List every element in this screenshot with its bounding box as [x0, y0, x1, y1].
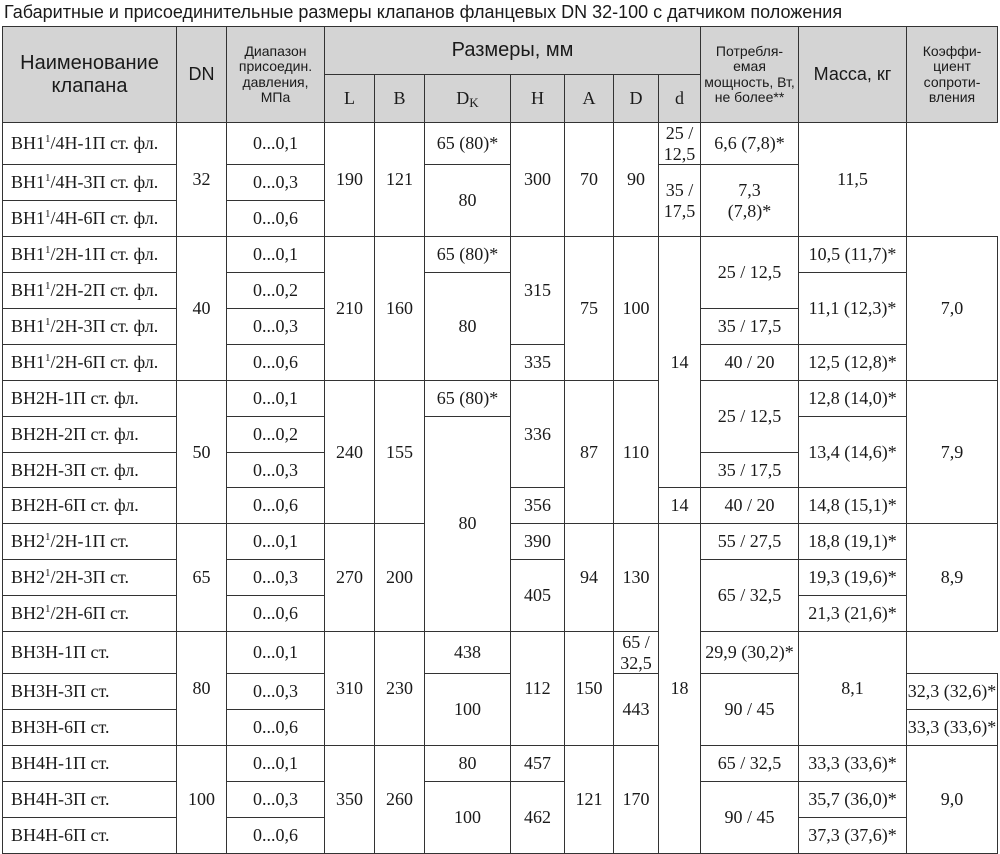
- valve-name-part: ВН2: [11, 531, 46, 552]
- cell-dk: 80: [425, 165, 511, 237]
- valve-name-part: ВН1: [11, 280, 46, 301]
- cell-power: 40 / 20: [701, 488, 799, 524]
- header-range: Диапазон присоедин. давления, МПа: [227, 27, 325, 123]
- header-d: d: [659, 75, 701, 123]
- cell-power: 35 / 17,5: [701, 452, 799, 488]
- cell-h: 405: [511, 560, 565, 632]
- valve-name-part: /2Н-3П ст. фл.: [50, 316, 159, 337]
- cell-power: 90 / 45: [701, 674, 799, 746]
- header-Dk-sub: K: [469, 95, 479, 111]
- cell-d: 18: [659, 524, 701, 854]
- header-name: Наименование клапана: [3, 27, 177, 123]
- cell-range: 0...0,6: [227, 201, 325, 237]
- cell-range: 0...0,3: [227, 560, 325, 596]
- cell-power: 35 / 17,5: [659, 165, 701, 237]
- cell-mass: 33,3 (33,6)*: [907, 710, 998, 746]
- header-A: A: [565, 75, 614, 123]
- header-Dk-letter: D: [456, 88, 470, 109]
- valve-name-cell: [3, 416, 177, 452]
- valve-name-part: ВН4Н-3П ст.: [11, 789, 110, 810]
- cell-range: 0...0,1: [227, 746, 325, 782]
- valve-name-cell: [3, 674, 177, 710]
- valve-name-cell: [3, 201, 177, 237]
- valve-name-part: ВН1: [11, 316, 46, 337]
- valve-name-part: ВН2: [11, 567, 46, 588]
- cell-D: 90: [614, 123, 659, 237]
- valve-name-part: /4Н-1П ст. фл.: [50, 133, 159, 154]
- cell-power: 55 / 27,5: [701, 524, 799, 560]
- cell-h: 336: [511, 380, 565, 488]
- table-row: [3, 746, 998, 782]
- cell-dn: 100: [177, 746, 227, 854]
- cell-mass: 18,8 (19,1)*: [799, 524, 907, 560]
- cell-power: 25 / 12,5: [701, 237, 799, 309]
- valve-name-sup: 1: [45, 603, 51, 616]
- valve-name-part: ВН2Н-1П ст. фл.: [11, 387, 139, 408]
- valve-name-cell: [3, 452, 177, 488]
- valve-name-part: ВН3Н-6П ст.: [11, 717, 110, 738]
- mass-line: (7,8)*: [727, 200, 772, 221]
- table-row: [3, 273, 998, 309]
- cell-mass: 37,3 (37,6)*: [799, 817, 907, 853]
- valve-name-cell: [3, 380, 177, 416]
- cell-mass: 35,7 (36,0)*: [799, 782, 907, 818]
- valve-name-part: ВН2: [11, 603, 46, 624]
- cell-mass: 11,1 (12,3)*: [799, 273, 907, 345]
- valve-name-part: ВН3Н-3П ст.: [11, 681, 110, 702]
- header-H: H: [511, 75, 565, 123]
- valve-name-sup: 1: [45, 351, 51, 364]
- cell-power: 90 / 45: [701, 782, 799, 854]
- valve-name-cell: [3, 524, 177, 560]
- cell-A: 112: [511, 631, 565, 745]
- cell-range: 0...0,1: [227, 123, 325, 165]
- cell-d: 14: [659, 488, 701, 524]
- valve-name-cell: [3, 560, 177, 596]
- cell-power: 25 / 12,5: [701, 380, 799, 452]
- valve-name-part: /2Н-1П ст.: [50, 531, 130, 552]
- cell-L: 190: [325, 123, 375, 237]
- cell-range: 0...0,2: [227, 416, 325, 452]
- cell-range: 0...0,1: [227, 237, 325, 273]
- cell-mass: 13,4 (14,6)*: [799, 416, 907, 488]
- cell-mass: 12,8 (14,0)*: [799, 380, 907, 416]
- cell-range: 0...0,6: [227, 710, 325, 746]
- valve-name-sup: 1: [45, 208, 51, 221]
- cell-B: 155: [375, 380, 425, 524]
- cell-h: 356: [511, 488, 565, 524]
- cell-L: 350: [325, 746, 375, 854]
- valve-name-cell: [3, 123, 177, 165]
- valve-name-sup: 1: [45, 133, 51, 146]
- cell-coef: 7,9: [907, 380, 998, 524]
- valve-name-sup: 1: [45, 172, 51, 185]
- table-row: [3, 631, 998, 673]
- valve-name-cell: [3, 746, 177, 782]
- cell-range: 0...0,1: [227, 631, 325, 673]
- valve-name-part: /2Н-1П ст. фл.: [50, 244, 159, 265]
- cell-coef: 8,9: [907, 524, 998, 632]
- cell-range: 0...0,3: [227, 308, 325, 344]
- cell-dn: 32: [177, 123, 227, 237]
- cell-coef: 11,5: [799, 123, 907, 237]
- valve-name-cell: [3, 596, 177, 632]
- valve-name-cell: [3, 631, 177, 673]
- cell-mass: 33,3 (33,6)*: [799, 746, 907, 782]
- valve-name-cell: [3, 782, 177, 818]
- cell-mass: 10,5 (11,7)*: [799, 237, 907, 273]
- cell-dk: 100: [425, 782, 511, 854]
- cell-h: 443: [614, 674, 659, 746]
- cell-power: 35 / 17,5: [701, 308, 799, 344]
- valve-name-part: ВН4Н-1П ст.: [11, 753, 110, 774]
- valve-name-part: ВН2Н-2П ст. фл.: [11, 423, 139, 444]
- valve-name-cell: [3, 710, 177, 746]
- cell-A: 75: [565, 237, 614, 381]
- cell-range: 0...0,1: [227, 380, 325, 416]
- valve-name-cell: [3, 308, 177, 344]
- cell-dn: 80: [177, 631, 227, 745]
- cell-h: 438: [425, 631, 511, 673]
- cell-dk: 80: [425, 273, 511, 381]
- table-row: [3, 123, 998, 165]
- valve-name-part: /2Н-2П ст. фл.: [50, 280, 159, 301]
- cell-power: 65 / 32,5: [701, 560, 799, 632]
- table-row: [3, 416, 998, 452]
- valve-name-sup: 1: [45, 244, 51, 257]
- cell-dk: 80: [425, 746, 511, 782]
- valve-name-part: ВН1: [11, 172, 46, 193]
- valve-name-part: /4Н-3П ст. фл.: [50, 172, 159, 193]
- cell-dn: 65: [177, 524, 227, 632]
- valve-name-part: /4Н-6П ст. фл.: [50, 208, 159, 229]
- cell-range: 0...0,2: [227, 273, 325, 309]
- header-D: D: [614, 75, 659, 123]
- cell-mass: 21,3 (21,6)*: [799, 596, 907, 632]
- valve-name-part: ВН2Н-3П ст. фл.: [11, 459, 139, 480]
- header-power: Потребля-емая мощность, Вт, не более**: [701, 27, 799, 123]
- cell-B: 160: [375, 237, 425, 381]
- cell-h: 300: [511, 123, 565, 237]
- header-dn: DN: [177, 27, 227, 123]
- valve-name-cell: [3, 344, 177, 380]
- valve-name-sup: 1: [45, 567, 51, 580]
- table-row: [3, 782, 998, 818]
- cell-range: 0...0,3: [227, 165, 325, 201]
- valve-name-cell: [3, 165, 177, 201]
- cell-B: 121: [375, 123, 425, 237]
- table-row: [3, 237, 998, 273]
- cell-mass: 19,3 (19,6)*: [799, 560, 907, 596]
- cell-mass: 14,8 (15,1)*: [799, 488, 907, 524]
- valve-name-part: ВН3Н-1П ст.: [11, 642, 110, 663]
- valve-name-cell: [3, 237, 177, 273]
- table-header: [3, 27, 998, 123]
- cell-dn: 50: [177, 380, 227, 524]
- cell-A: 121: [565, 746, 614, 854]
- cell-mass: 12,5 (12,8)*: [799, 344, 907, 380]
- cell-D: 100: [614, 237, 659, 381]
- cell-power: 40 / 20: [701, 344, 799, 380]
- valve-name-part: /2Н-6П ст.: [50, 603, 130, 624]
- cell-dk: 100: [425, 674, 511, 746]
- valve-dimensions-table: [2, 26, 998, 854]
- valve-name-part: /2Н-3П ст.: [50, 567, 130, 588]
- header-Dk: [425, 75, 511, 123]
- cell-range: 0...0,3: [227, 782, 325, 818]
- cell-dk: 65 (80)*: [425, 123, 511, 165]
- cell-range: 0...0,6: [227, 817, 325, 853]
- mass-line: 7,3: [738, 180, 761, 201]
- cell-range: 0...0,3: [227, 452, 325, 488]
- valve-name-cell: [3, 488, 177, 524]
- header-coef: Коэффи-циент сопроти-вления: [907, 27, 998, 123]
- valve-name-cell: [3, 273, 177, 309]
- valve-name-sup: 1: [45, 316, 51, 329]
- cell-power: 25 / 12,5: [659, 123, 701, 165]
- cell-range: 0...0,6: [227, 596, 325, 632]
- valve-name-part: ВН1: [11, 244, 46, 265]
- cell-D: 170: [614, 746, 659, 854]
- cell-mass: 32,3 (32,6)*: [907, 674, 998, 710]
- cell-dk: 65 (80)*: [425, 380, 511, 416]
- valve-name-part: /2Н-6П ст. фл.: [50, 351, 159, 372]
- cell-dn: 40: [177, 237, 227, 381]
- cell-coef: 7,0: [907, 237, 998, 381]
- cell-B: 230: [375, 631, 425, 745]
- valve-name-sup: 1: [45, 531, 51, 544]
- cell-h: 390: [511, 524, 565, 560]
- cell-B: 200: [375, 524, 425, 632]
- cell-mass: 29,9 (30,2)*: [701, 631, 799, 673]
- cell-h: 457: [511, 746, 565, 782]
- cell-mass: [701, 165, 799, 237]
- cell-A: 94: [565, 524, 614, 632]
- valve-name-cell: [3, 817, 177, 853]
- table-body: [3, 123, 998, 854]
- valve-name-sup: 1: [45, 280, 51, 293]
- cell-L: 240: [325, 380, 375, 524]
- valve-name-part: ВН1: [11, 208, 46, 229]
- cell-B: 260: [375, 746, 425, 854]
- cell-d: 14: [659, 237, 701, 488]
- cell-A: 70: [565, 123, 614, 237]
- cell-power: 65 / 32,5: [701, 746, 799, 782]
- cell-range: 0...0,3: [227, 674, 325, 710]
- valve-name-part: ВН2Н-6П ст. фл.: [11, 495, 139, 516]
- page-title: Габаритные и присоединительные размеры клапанов фланцевых DN 32-100 с датчиком положения: [4, 2, 843, 22]
- valve-name-part: ВН4Н-6П ст.: [11, 824, 110, 845]
- header-B: B: [375, 75, 425, 123]
- cell-D: 130: [614, 524, 659, 632]
- cell-range: 0...0,6: [227, 488, 325, 524]
- cell-L: 270: [325, 524, 375, 632]
- cell-dk: 65 (80)*: [425, 237, 511, 273]
- cell-mass: 6,6 (7,8)*: [701, 123, 799, 165]
- cell-D: 150: [565, 631, 614, 745]
- cell-h: 335: [511, 344, 565, 380]
- cell-coef: 8,1: [799, 631, 907, 745]
- cell-range: 0...0,1: [227, 524, 325, 560]
- table-row: [3, 380, 998, 416]
- cell-range: 0...0,6: [227, 344, 325, 380]
- cell-coef: 9,0: [907, 746, 998, 854]
- cell-h: 462: [511, 782, 565, 854]
- valve-name-part: ВН1: [11, 133, 46, 154]
- cell-D: 110: [614, 380, 659, 524]
- cell-dk: 80: [425, 416, 511, 631]
- cell-h: 315: [511, 237, 565, 345]
- cell-power: 65 / 32,5: [614, 631, 659, 673]
- valve-name-part: ВН1: [11, 351, 46, 372]
- header-mass: Масса, кг: [799, 27, 907, 123]
- header-L: L: [325, 75, 375, 123]
- cell-L: 210: [325, 237, 375, 381]
- cell-A: 87: [565, 380, 614, 524]
- cell-L: 310: [325, 631, 375, 745]
- header-sizes: Размеры, мм: [325, 27, 701, 75]
